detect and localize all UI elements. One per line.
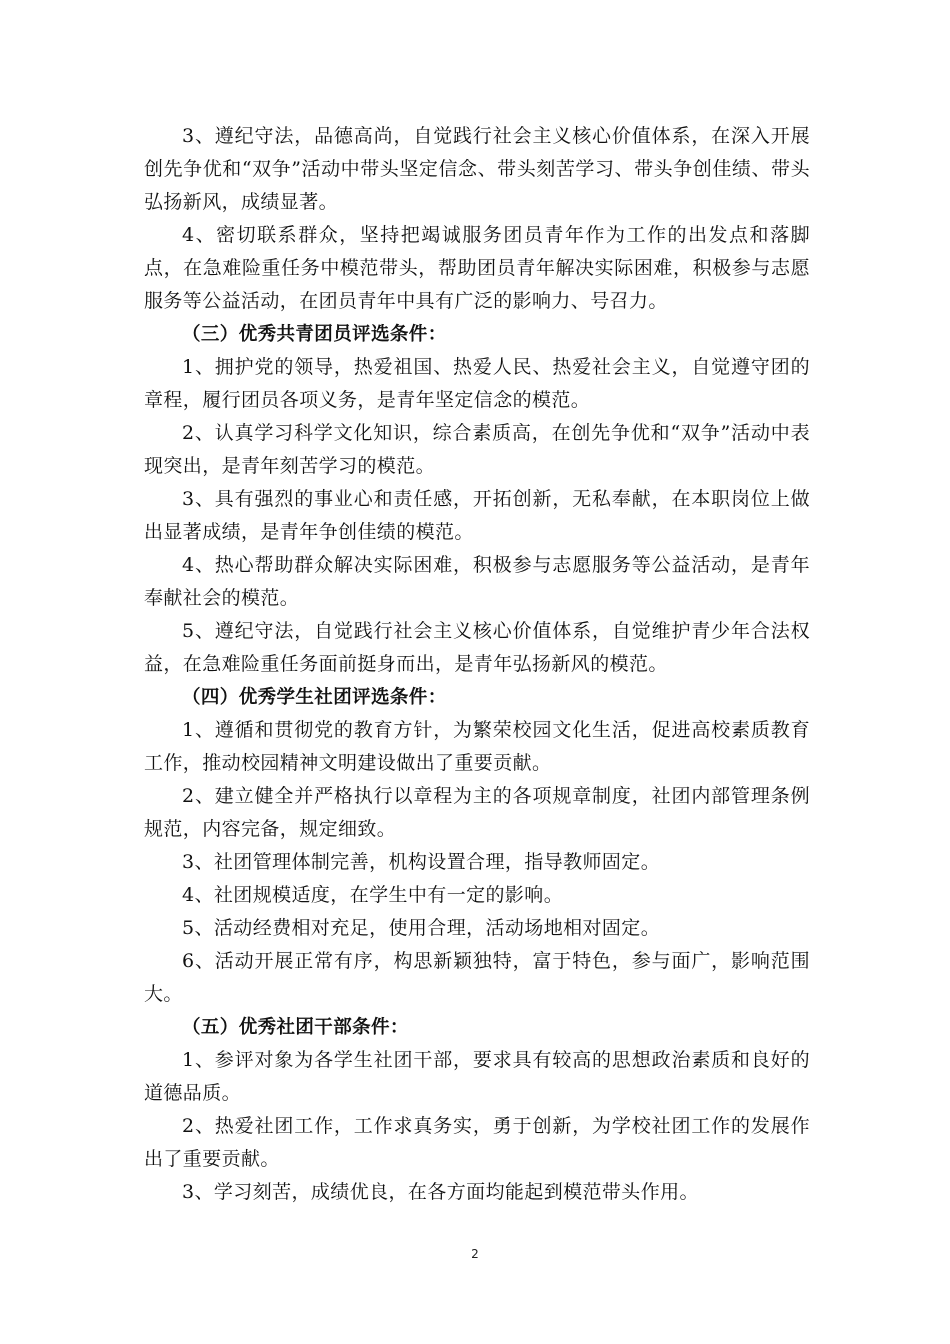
paragraph-item: 2、认真学习科学文化知识，综合素质高，在创先争优和“双争”活动中表现突出，是青年刻苦学习的模范。 <box>144 422 810 477</box>
paragraph-item: 3、社团管理体制完善，机构设置合理，指导教师固定。 <box>182 851 661 873</box>
paragraph-item: 5、活动经费相对充足，使用合理，活动场地相对固定。 <box>182 917 661 939</box>
document-body <box>144 120 810 1209</box>
paragraph-item: 2、建立健全并严格执行以章程为主的各项规章制度，社团内部管理条例规范，内容完备，规定细致。 <box>144 785 810 840</box>
section-heading: （三）优秀共青团员评选条件： <box>182 324 447 345</box>
paragraph-item: 3、具有强烈的事业心和责任感，开拓创新，无私奉献，在本职岗位上做出显著成绩，是青年争创佳绩的模范。 <box>144 488 810 543</box>
section-heading: （四）优秀学生社团评选条件： <box>182 687 447 708</box>
paragraph-item: 3、遵纪守法，品德高尚，自觉践行社会主义核心价值体系，在深入开展创先争优和“双争”活动中带头坚定信念、带头刻苦学习、带头争创佳绩、带头弘扬新风，成绩显著。 <box>144 125 810 213</box>
section-heading: （五）优秀社团干部条件： <box>182 1017 409 1038</box>
paragraph-item: 2、热爱社团工作，工作求真务实，勇于创新，为学校社团工作的发展作出了重要贡献。 <box>144 1115 810 1170</box>
paragraph-item: 1、拥护党的领导，热爱祖国、热爱人民、热爱社会主义，自觉遵守团的章程，履行团员各项义务，是青年坚定信念的模范。 <box>144 356 810 411</box>
paragraph-item: 4、热心帮助群众解决实际困难，积极参与志愿服务等公益活动，是青年奉献社会的模范。 <box>144 554 810 609</box>
paragraph-item: 1、遵循和贯彻党的教育方针，为繁荣校园文化生活，促进高校素质教育工作，推动校园精神文明建设做出了重要贡献。 <box>144 719 810 774</box>
paragraph-item: 3、学习刻苦，成绩优良，在各方面均能起到模范带头作用。 <box>182 1181 699 1203</box>
paragraph-item: 1、参评对象为各学生社团干部，要求具有较高的思想政治素质和良好的道德品质。 <box>144 1049 810 1104</box>
page-number: 2 <box>471 1247 479 1261</box>
paragraph-item: 5、遵纪守法，自觉践行社会主义核心价值体系，自觉维护青少年合法权益，在急难险重任务面前挺身而出，是青年弘扬新风的模范。 <box>144 620 810 675</box>
paragraph-item: 6、活动开展正常有序，构思新颖独特，富于特色，参与面广，影响范围大。 <box>144 950 810 1005</box>
paragraph-item: 4、密切联系群众，坚持把竭诚服务团员青年作为工作的出发点和落脚点，在急难险重任务中模范带头，帮助团员青年解决实际困难，积极参与志愿服务等公益活动，在团员青年中具有广泛的影响力、号召力。 <box>144 224 810 312</box>
paragraph-item: 4、社团规模适度，在学生中有一定的影响。 <box>182 884 564 906</box>
